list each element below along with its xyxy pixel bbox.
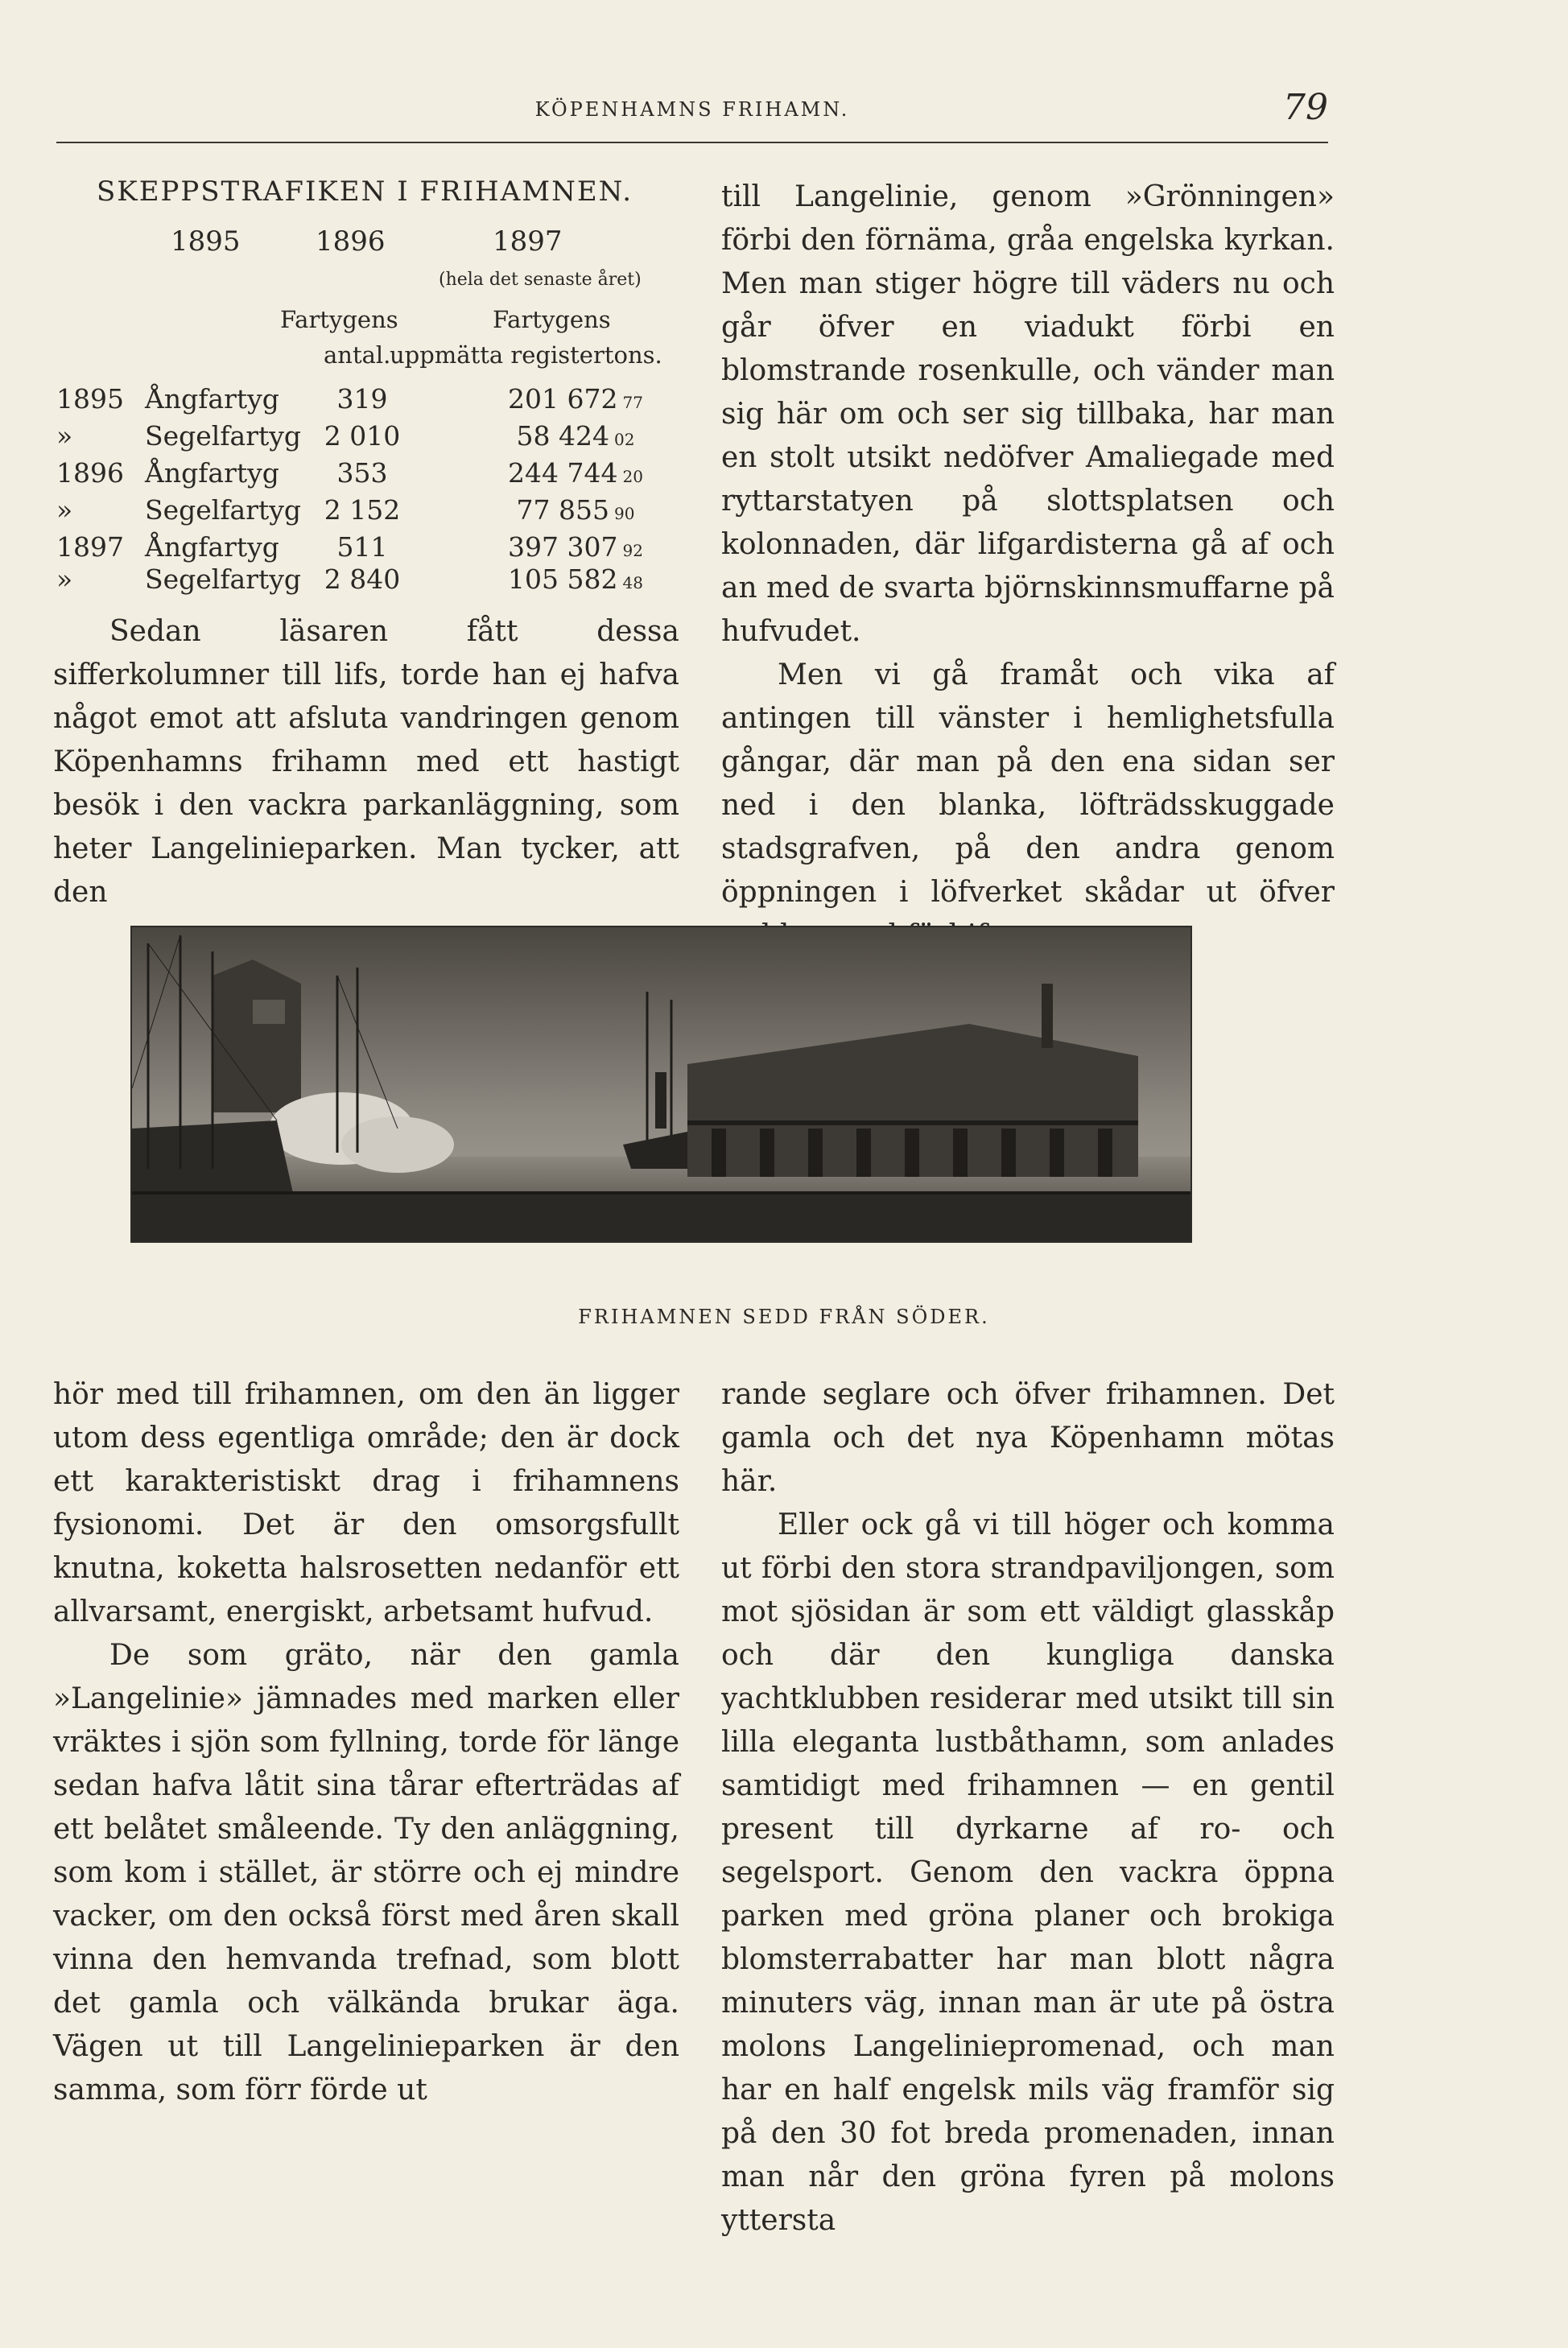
- text-column-top-left: [53, 610, 679, 914]
- table-head-tons-line2: uppmätta registertons.: [390, 341, 662, 369]
- table-head-count-line2: antal.: [324, 341, 391, 369]
- row-tons: 397 307: [508, 531, 618, 563]
- table-year-1895: 1895: [171, 225, 241, 258]
- harbor-photograph: [130, 926, 1192, 1243]
- row-year: 1895: [56, 383, 124, 415]
- row-year: 1897: [56, 531, 124, 563]
- row-count: 319: [336, 383, 388, 415]
- row-tons: 105 582: [508, 563, 618, 595]
- row-year: »: [56, 420, 73, 452]
- running-head: [56, 87, 1328, 143]
- paragraph: Men vi gå framåt och vika af antingen till vänster i hemlighetsfulla gångar, där man på den ena sidan ser ned i den blanka, löfträdsskuggade stadsgrafven, på den andra genom öppningen i löfverket skådar ut öfver: [721, 658, 1335, 909]
- row-type: Ångfartyg: [145, 531, 279, 563]
- paragraph: hör med till frihamnen, om den än ligger utom dess egentliga område; den är dock ett karakteristiskt drag i frihamnens fysionomi. Det är den omsorgsfullt knutna, koketta halsrosetten nedanför ett allvarsamt, energiskt, arbetsamt hufvud.: [53, 1378, 679, 1628]
- row-tons-fraction: 77: [622, 393, 643, 412]
- figure-caption: FRIHAMNEN SEDD FRÅN SÖDER.: [578, 1306, 990, 1328]
- row-type: Ångfartyg: [145, 457, 279, 489]
- row-tons: 58 424: [516, 420, 609, 452]
- row-count: 2 010: [324, 420, 401, 452]
- paragraph: Sedan läsaren fått dessa sifferkolumner till lifs, torde han ej hafva något emot att afsluta vandringen genom Köpenhamns frihamn med ett hastigt besök i den vackra parkanläggning, som heter Langelinieparken. Man tycker, att den: [53, 615, 679, 909]
- row-count: 511: [336, 531, 388, 563]
- table-row: [56, 494, 692, 536]
- row-type: Segelfartyg: [145, 563, 302, 595]
- table-head-count-line1: Fartygens: [280, 306, 398, 333]
- table-row: [56, 383, 692, 425]
- table-row: [56, 420, 692, 462]
- table-row: [56, 563, 692, 605]
- text-column-top-right: [721, 175, 1335, 958]
- harbor-scene-image: [132, 927, 1190, 1241]
- text-column-bottom-left: [53, 1373, 679, 2112]
- row-tons: 244 744: [508, 457, 618, 489]
- row-count: 2 840: [324, 563, 401, 595]
- table-row: [56, 457, 692, 499]
- table-note: (hela det senaste året): [439, 270, 642, 290]
- row-tons-fraction: 20: [622, 467, 643, 486]
- page-number: 79: [1283, 87, 1328, 128]
- table-head-tons-line1: Fartygens: [493, 306, 611, 333]
- row-tons-fraction: 92: [622, 541, 643, 560]
- row-count: 2 152: [324, 494, 401, 526]
- row-count: 353: [336, 457, 388, 489]
- paragraph: De som gräto, när den gamla »Langelinie» jämnades med marken eller vräktes i sjön som fyllning, torde för länge sedan hafva låtit sina tårar efterträdas af ett belåtet småleende. Ty den anläggning, som kom i stället, är större och ej mindre vacker, om den också först med åren skall vinna den hemvanda trefnad, som blott det gamla och välkända brukar äga. Vägen ut till Langelinieparken är den samma, som förr förde ut: [53, 1639, 679, 2107]
- row-tons: 201 672: [508, 383, 618, 415]
- row-tons: 77 855: [516, 494, 609, 526]
- paragraph: rande seglare och öfver frihamnen. Det gamla och det nya Köpenhamn mötas här.: [721, 1378, 1335, 1498]
- paragraph: Eller ock gå vi till höger och komma ut förbi den stora strandpaviljongen, som mot sjösidan är som ett väldigt glasskåp och där den kungliga danska yachtklubben residerar med utsikt till sin lilla eleganta lustbåthamn, som anlades samtidigt med frihamnen — en gentil present till dyrkarne af ro- och segelsport. Genom den vackra öppna parken med gröna planer och brokiga blomsterrabatter har man blott några minuters väg, innan man är ute på östra molons Langeliniepromenad, och man har en half engelsk mils väg framför sig på den 30 fot breda promenaden, innan man når den gröna fyren på molons yttersta: [721, 1508, 1335, 2237]
- table-year-1897: 1897: [493, 225, 563, 258]
- row-tons-fraction: 90: [614, 504, 635, 523]
- row-tons-fraction: 48: [622, 573, 643, 592]
- running-title: KÖPENHAMNS FRIHAMN.: [534, 98, 850, 121]
- text-column-bottom-right: [721, 1373, 1335, 2243]
- row-type: Ångfartyg: [145, 383, 279, 415]
- row-year: 1896: [56, 457, 124, 489]
- table-year-1896: 1896: [316, 225, 386, 258]
- row-tons-fraction: 02: [614, 430, 635, 449]
- row-year: »: [56, 494, 73, 526]
- table-title: SKEPPSTRAFIKEN I FRIHAMNEN.: [97, 175, 633, 208]
- row-type: Segelfartyg: [145, 420, 302, 452]
- row-year: »: [56, 563, 73, 595]
- row-type: Segelfartyg: [145, 494, 302, 526]
- paragraph: till Langelinie, genom »Grönningen» förbi den förnäma, gråa engelska kyrkan. Men man stiger högre till väders nu och går öfver en viadukt förbi en blomstrande rosenkulle, och vänder man sig här om och ser sig tillbaka, har man en stolt utsikt nedöfver Amaliegade med ryttarstatyen på slottsplatsen och kolonnaden, där lifgardisterna gå af och an med de svarta björnskinnsmuffarne på hufvudet.: [721, 180, 1335, 648]
